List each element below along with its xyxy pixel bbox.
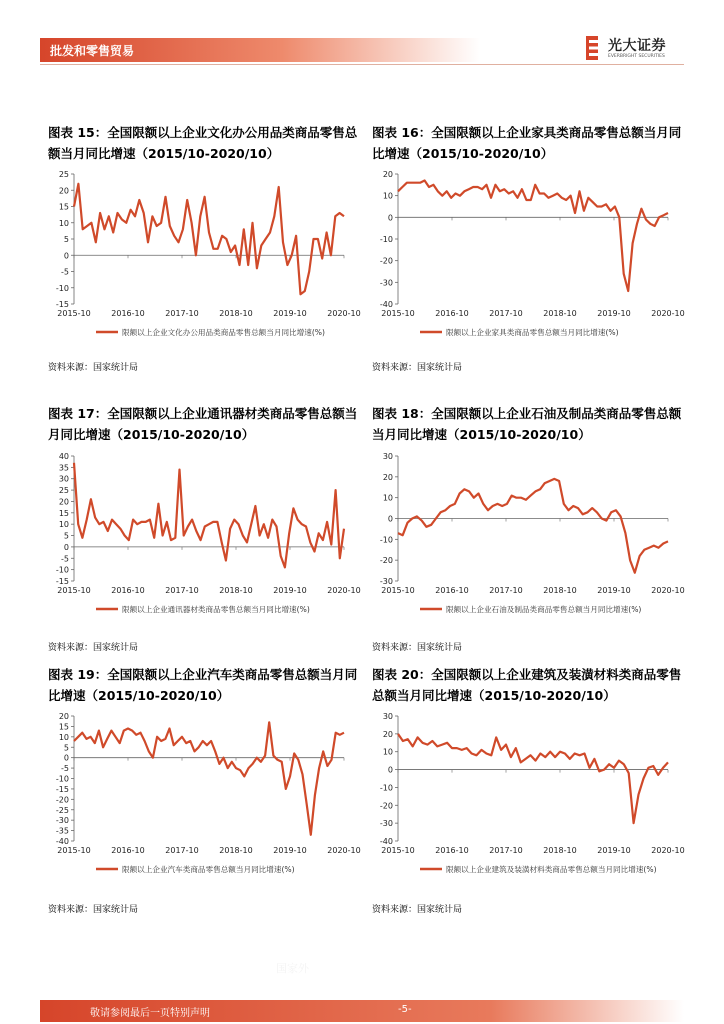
y-tick-label: -30 bbox=[379, 577, 393, 586]
x-tick-label: 2015-10 bbox=[381, 309, 415, 318]
y-tick-label: -10 bbox=[379, 783, 393, 793]
figure-19-title: 图表 19：全国限额以上企业汽车类商品零售总额当月同比增速（2015/10-2020/10） bbox=[48, 667, 358, 703]
y-tick-label: -5 bbox=[61, 554, 69, 564]
y-tick-label: 15 bbox=[58, 508, 69, 518]
figure-16-title: 图表 16：全国限额以上企业家具类商品零售总额当月同比增速（2015/10-2020/10） bbox=[372, 125, 682, 161]
series-line bbox=[398, 734, 668, 823]
figure-16-source: 资料来源：国家统计局 bbox=[372, 363, 463, 373]
x-tick-label: 2019-10 bbox=[597, 586, 631, 595]
y-tick-label: 25 bbox=[58, 170, 69, 179]
chart-15 bbox=[40, 168, 360, 358]
legend-label: 限额以上企业汽车类商品零售总额当月同比增速(%) bbox=[122, 865, 295, 874]
x-tick-label: 2018-10 bbox=[543, 586, 577, 595]
y-tick-label: -35 bbox=[55, 826, 69, 836]
y-tick-label: 30 bbox=[58, 474, 69, 484]
y-tick-label: 5 bbox=[63, 235, 69, 244]
y-tick-label: -40 bbox=[379, 837, 393, 846]
chart-19 bbox=[40, 710, 360, 895]
figure-18-title: 图表 18：全国限额以上企业石油及制品类商品零售总额当月同比增速（2015/10-2020/10） bbox=[372, 406, 682, 442]
y-tick-label: 10 bbox=[58, 520, 69, 530]
chart-17 bbox=[40, 450, 360, 635]
x-tick-label: 2017-10 bbox=[165, 586, 199, 595]
legend-label: 限额以上企业通讯器材类商品零售总额当月同比增速(%) bbox=[122, 605, 310, 614]
series-line bbox=[398, 479, 668, 573]
figure-15-source: 资料来源：国家统计局 bbox=[48, 363, 139, 373]
y-tick-label: 0 bbox=[387, 514, 393, 524]
y-tick-label: -10 bbox=[55, 774, 69, 784]
y-tick-label: 20 bbox=[58, 712, 69, 721]
watermark: 国家外 bbox=[276, 962, 309, 975]
y-tick-label: -20 bbox=[379, 801, 393, 811]
page-number: -5- bbox=[398, 1004, 412, 1015]
chart-svg bbox=[40, 710, 360, 895]
x-tick-label: 2018-10 bbox=[219, 846, 253, 855]
y-tick-label: -30 bbox=[55, 816, 69, 826]
series-line bbox=[74, 184, 344, 294]
x-tick-label: 2019-10 bbox=[597, 846, 631, 855]
figure-19-source: 资料来源：国家统计局 bbox=[48, 905, 139, 915]
figure-18-source: 资料来源：国家统计局 bbox=[372, 643, 463, 653]
y-tick-label: 10 bbox=[58, 218, 69, 228]
section-title: 批发和零售贸易 bbox=[50, 44, 135, 58]
x-tick-label: 2018-10 bbox=[543, 846, 577, 855]
x-tick-label: 2020-10 bbox=[651, 846, 685, 855]
y-tick-label: -20 bbox=[379, 556, 393, 566]
x-tick-label: 2015-10 bbox=[381, 586, 415, 595]
y-tick-label: 10 bbox=[382, 191, 393, 201]
y-tick-label: -15 bbox=[55, 300, 69, 309]
x-tick-label: 2020-10 bbox=[651, 586, 685, 595]
y-tick-label: -25 bbox=[55, 805, 69, 815]
chart-svg bbox=[40, 450, 360, 635]
series-line bbox=[74, 463, 344, 568]
x-tick-label: 2016-10 bbox=[435, 586, 469, 595]
x-tick-label: 2020-10 bbox=[327, 586, 361, 595]
y-tick-label: 40 bbox=[58, 452, 69, 461]
y-tick-label: -40 bbox=[55, 837, 69, 846]
y-tick-label: 30 bbox=[382, 452, 393, 461]
y-tick-label: -5 bbox=[61, 764, 69, 774]
y-tick-label: -10 bbox=[379, 535, 393, 545]
y-tick-label: -20 bbox=[379, 256, 393, 266]
x-tick-label: 2019-10 bbox=[597, 309, 631, 318]
y-tick-label: 15 bbox=[58, 202, 69, 212]
x-tick-label: 2019-10 bbox=[273, 846, 307, 855]
x-tick-label: 2016-10 bbox=[435, 846, 469, 855]
x-tick-label: 2020-10 bbox=[327, 846, 361, 855]
chart-svg bbox=[364, 168, 684, 358]
x-tick-label: 2018-10 bbox=[543, 309, 577, 318]
y-tick-label: 10 bbox=[58, 732, 69, 742]
y-tick-label: 0 bbox=[387, 213, 393, 223]
x-tick-label: 2015-10 bbox=[57, 846, 91, 855]
y-tick-label: -30 bbox=[379, 819, 393, 829]
x-tick-label: 2019-10 bbox=[273, 309, 307, 318]
x-tick-label: 2015-10 bbox=[57, 586, 91, 595]
x-tick-label: 2017-10 bbox=[489, 846, 523, 855]
header-band bbox=[40, 38, 480, 62]
y-tick-label: 5 bbox=[63, 531, 69, 541]
y-tick-label: 20 bbox=[382, 472, 393, 482]
y-tick-label: -40 bbox=[379, 300, 393, 309]
chart-svg bbox=[364, 710, 684, 895]
footer-band bbox=[40, 1000, 684, 1022]
x-tick-label: 2016-10 bbox=[111, 309, 145, 318]
logo-mark-icon bbox=[586, 36, 598, 60]
x-tick-label: 2020-10 bbox=[327, 309, 361, 318]
x-tick-label: 2018-10 bbox=[219, 586, 253, 595]
figure-20-source: 资料来源：国家统计局 bbox=[372, 905, 463, 915]
footer-notice: 敬请参阅最后一页特别声明 bbox=[90, 1008, 210, 1019]
logo-text: 光大证券 bbox=[608, 38, 666, 54]
x-tick-label: 2016-10 bbox=[111, 586, 145, 595]
y-tick-label: 5 bbox=[63, 743, 69, 753]
chart-svg bbox=[40, 168, 360, 358]
y-tick-label: 20 bbox=[58, 497, 69, 507]
series-line bbox=[398, 181, 668, 292]
x-tick-label: 2017-10 bbox=[165, 309, 199, 318]
y-tick-label: 15 bbox=[58, 722, 69, 732]
figure-20-title: 图表 20：全国限额以上企业建筑及装潢材料类商品零售总额当月同比增速（2015/10-2020/10） bbox=[372, 667, 682, 703]
y-tick-label: -20 bbox=[55, 795, 69, 805]
y-tick-label: -30 bbox=[379, 278, 393, 288]
chart-18 bbox=[364, 450, 684, 635]
header-divider bbox=[40, 64, 684, 65]
x-tick-label: 2018-10 bbox=[219, 309, 253, 318]
y-tick-label: 25 bbox=[58, 486, 69, 496]
x-tick-label: 2017-10 bbox=[489, 309, 523, 318]
figure-15-title: 图表 15：全国限额以上企业文化办公用品类商品零售总额当月同比增速（2015/10-2020/10） bbox=[48, 125, 358, 161]
x-tick-label: 2017-10 bbox=[165, 846, 199, 855]
legend-label: 限额以上企业文化办公用品类商品零售总额当月同比增速(%) bbox=[122, 328, 325, 337]
x-tick-label: 2015-10 bbox=[381, 846, 415, 855]
y-tick-label: -10 bbox=[379, 235, 393, 244]
x-tick-label: 2020-10 bbox=[651, 309, 685, 318]
y-tick-label: 0 bbox=[63, 542, 69, 552]
logo-subtext: EVERBRIGHT SECURITIES bbox=[608, 54, 665, 59]
x-tick-label: 2019-10 bbox=[273, 586, 307, 595]
y-tick-label: 20 bbox=[382, 729, 393, 739]
y-tick-label: 30 bbox=[382, 712, 393, 721]
y-tick-label: -5 bbox=[61, 267, 69, 277]
y-tick-label: 0 bbox=[63, 753, 69, 763]
chart-20 bbox=[364, 710, 684, 895]
x-tick-label: 2015-10 bbox=[57, 309, 91, 318]
x-tick-label: 2017-10 bbox=[489, 586, 523, 595]
y-tick-label: 20 bbox=[58, 186, 69, 196]
y-tick-label: 10 bbox=[382, 747, 393, 757]
figure-17-source: 资料来源：国家统计局 bbox=[48, 643, 139, 653]
y-tick-label: 0 bbox=[387, 765, 393, 775]
y-tick-label: -10 bbox=[55, 283, 69, 293]
y-tick-label: 35 bbox=[58, 463, 69, 473]
x-tick-label: 2016-10 bbox=[111, 846, 145, 855]
y-tick-label: 10 bbox=[382, 493, 393, 503]
x-tick-label: 2016-10 bbox=[435, 309, 469, 318]
y-tick-label: 20 bbox=[382, 170, 393, 179]
y-tick-label: -10 bbox=[55, 565, 69, 575]
y-tick-label: -15 bbox=[55, 577, 69, 586]
y-tick-label: -15 bbox=[55, 784, 69, 794]
brand-logo bbox=[586, 34, 686, 64]
figure-17-title: 图表 17：全国限额以上企业通讯器材类商品零售总额当月同比增速（2015/10-2020/10） bbox=[48, 406, 358, 442]
legend-label: 限额以上企业石油及制品类商品零售总额当月同比增速(%) bbox=[446, 605, 642, 614]
chart-svg bbox=[364, 450, 684, 635]
legend-label: 限额以上企业建筑及装潢材料类商品零售总额当月同比增速(%) bbox=[446, 865, 657, 874]
chart-16 bbox=[364, 168, 684, 358]
legend-label: 限额以上企业家具类商品零售总额当月同比增速(%) bbox=[446, 328, 619, 337]
series-line bbox=[74, 722, 344, 835]
y-tick-label: 0 bbox=[63, 251, 69, 261]
